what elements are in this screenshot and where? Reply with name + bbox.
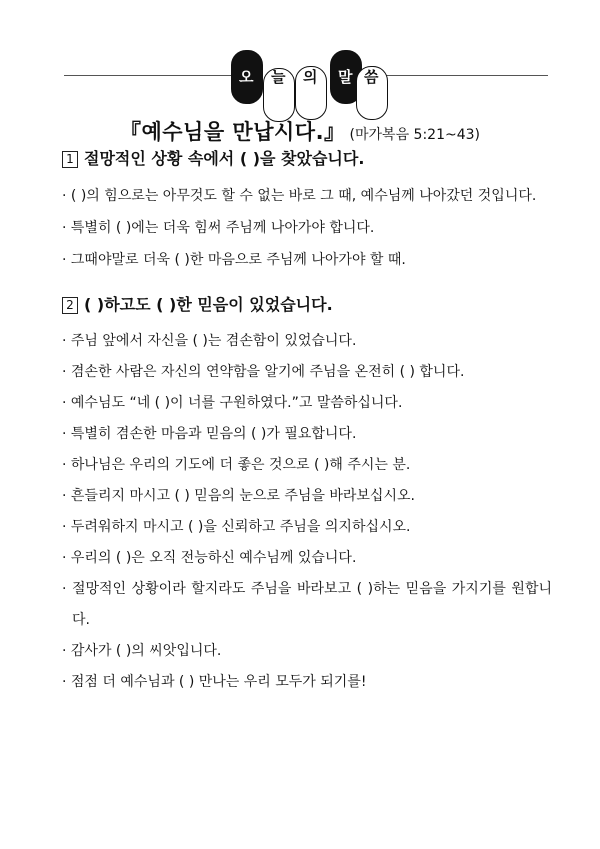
list-item: · 점점 더 예수님과 ( ) 만나는 우리 모두가 되기를! [62, 674, 367, 690]
section-number-badge: 2 [62, 297, 78, 314]
list-item: · 하나님은 우리의 기도에 더 좋은 것으로 ( )해 주시는 분. [62, 457, 411, 473]
header-char-4: 말 [338, 68, 353, 86]
header-banner [0, 40, 600, 110]
sermon-title-line [0, 116, 600, 146]
scripture-reference: (마가복음 5:21~43) [349, 127, 481, 143]
list-item: · ( )의 힘으로는 아무것도 할 수 없는 바로 그 때, 예수님께 나아갔던 것입니다. [62, 188, 537, 204]
list-item: · 주님 앞에서 자신을 ( )는 겸손함이 있었습니다. [62, 333, 357, 349]
section-2-heading [62, 292, 552, 318]
header-char-3: 의 [303, 68, 318, 86]
list-item: · 예수님도 “네 ( )이 너를 구원하였다.”고 말씀하십니다. [62, 395, 403, 411]
section-1-heading [62, 146, 552, 172]
header-rule-right [376, 75, 548, 76]
section-number-badge: 1 [62, 151, 78, 168]
section-heading-text: ( )하고도 ( )한 믿음이 있었습니다. [84, 295, 333, 314]
list-item: · 감사가 ( )의 씨앗입니다. [62, 643, 222, 659]
header-char-5: 씀 [364, 68, 379, 86]
list-item: · 절망적인 상황이라 할지라도 주님을 바라보고 ( )하는 믿음을 가지기를 원합니다. [62, 581, 552, 628]
list-item: · 흔들리지 마시고 ( ) 믿음의 눈으로 주님을 바라보십시오. [62, 488, 415, 504]
header-char-1: 오 [239, 68, 254, 86]
header-char-2: 늘 [271, 68, 286, 86]
list-item: · 특별히 겸손한 마음과 믿음의 ( )가 필요합니다. [62, 426, 357, 442]
header-rule-left [64, 75, 234, 76]
list-item: · 두려워하지 마시고 ( )을 신뢰하고 주님을 의지하십시오. [62, 519, 411, 535]
worksheet-content [62, 146, 552, 698]
list-item: · 겸손한 사람은 자신의 연약함을 알기에 주님을 온전히 ( ) 합니다. [62, 364, 465, 380]
list-item: · 그때야말로 더욱 ( )한 마음으로 주님께 나아가야 할 때. [62, 252, 406, 268]
list-item: · 우리의 ( )은 오직 전능하신 예수님께 있습니다. [62, 550, 357, 566]
list-item: · 특별히 ( )에는 더욱 힘써 주님께 나아가야 합니다. [62, 220, 375, 236]
section-heading-text: 절망적인 상황 속에서 ( )을 찾았습니다. [84, 149, 365, 168]
sermon-title: 『예수님을 만납시다.』 [119, 120, 346, 144]
